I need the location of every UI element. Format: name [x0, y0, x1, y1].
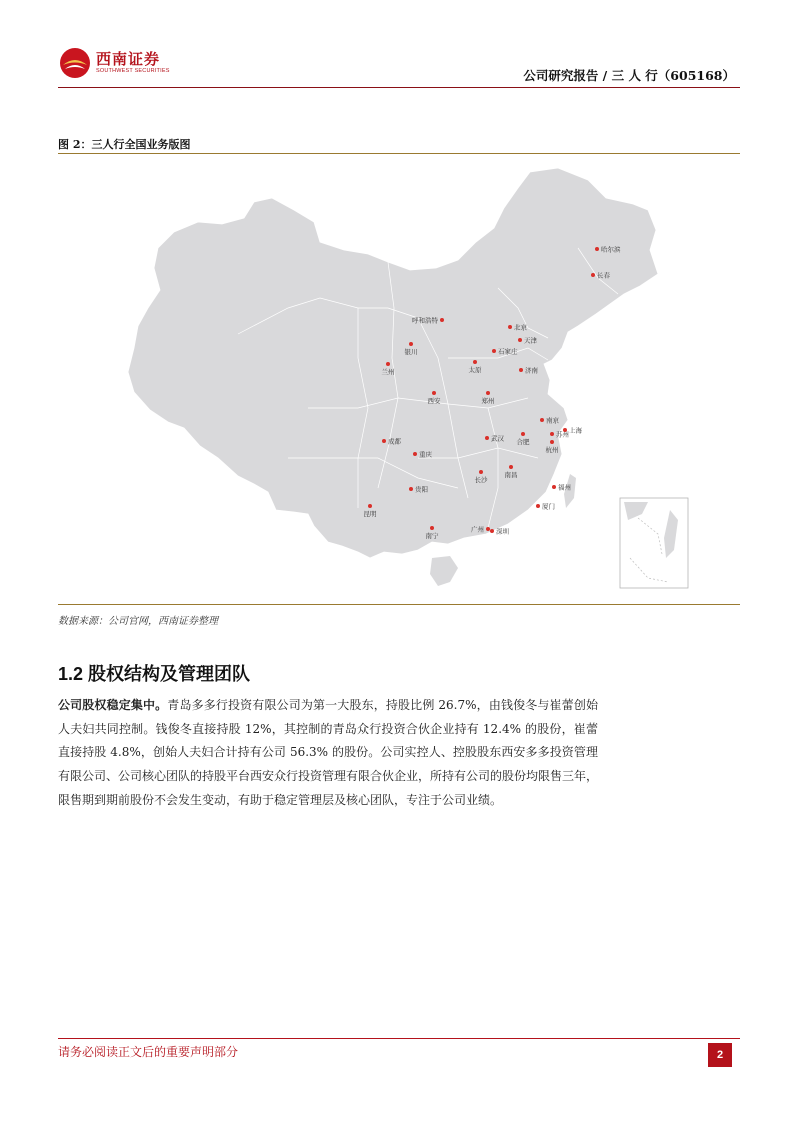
city-marker-icon — [550, 432, 554, 436]
city-label: 成都 — [388, 438, 401, 446]
south-china-sea-inset — [620, 498, 688, 588]
logo-emblem-icon — [58, 46, 92, 80]
city-label: 呼和浩特 — [412, 317, 438, 325]
city-label: 哈尔滨 — [601, 246, 621, 254]
logo-english-name: SOUTHWEST SECURITIES — [96, 68, 170, 74]
figure-source: 数据来源：公司官网，西南证券整理 — [58, 616, 218, 627]
city-marker-icon — [409, 487, 413, 491]
city-marker-icon — [492, 349, 496, 353]
city-label: 长沙 — [474, 477, 488, 484]
city-label: 重庆 — [419, 451, 432, 459]
city-label: 西安 — [427, 398, 441, 405]
city-label: 长春 — [597, 272, 610, 280]
city-marker-icon — [563, 428, 567, 432]
city-label: 南昌 — [504, 472, 518, 479]
city-label: 石家庄 — [498, 348, 518, 356]
city-marker-icon — [440, 318, 444, 322]
city-label: 天津 — [524, 337, 537, 345]
header-divider — [58, 87, 740, 88]
city-label: 南宁 — [425, 533, 439, 540]
city-label: 北京 — [514, 324, 527, 332]
city-label: 太原 — [468, 367, 482, 374]
city-label: 银川 — [404, 349, 418, 356]
city-marker-icon — [509, 465, 513, 469]
city-marker-icon — [473, 360, 477, 364]
city-label: 南京 — [546, 417, 559, 425]
city-marker-icon — [486, 391, 490, 395]
city-marker-icon — [552, 485, 556, 489]
china-business-map — [58, 158, 740, 600]
figure-title: 图 2：三人行全国业务版图 — [58, 138, 191, 151]
city-marker-icon — [409, 342, 413, 346]
city-marker-icon — [519, 368, 523, 372]
footer-divider — [58, 1038, 740, 1039]
figure-top-rule — [58, 153, 740, 154]
city-label: 苏州 — [556, 431, 569, 439]
city-label: 郑州 — [481, 398, 495, 405]
city-label: 广州 — [471, 526, 484, 534]
city-marker-icon — [536, 504, 540, 508]
city-label: 兰州 — [381, 369, 395, 376]
city-label: 合肥 — [516, 439, 530, 446]
city-marker-icon — [486, 527, 490, 531]
city-marker-icon — [490, 529, 494, 533]
company-logo — [58, 46, 188, 82]
city-marker-icon — [368, 504, 372, 508]
city-marker-icon — [521, 432, 525, 436]
city-marker-icon — [550, 440, 554, 444]
city-label: 上海 — [569, 427, 582, 435]
city-label: 厦门 — [542, 503, 555, 511]
logo-name: 西南证券 — [96, 50, 161, 68]
city-marker-icon — [540, 418, 544, 422]
city-marker-icon — [430, 526, 434, 530]
footer-disclaimer: 请务必阅读正文后的重要声明部分 — [58, 1045, 239, 1059]
page-number: 2 — [708, 1043, 732, 1067]
city-marker-icon — [413, 452, 417, 456]
paragraph-lead: 公司股权稳定集中。 — [58, 698, 168, 712]
city-marker-icon — [591, 273, 595, 277]
city-label: 济南 — [525, 367, 538, 375]
city-marker-icon — [485, 436, 489, 440]
section-heading: 1.2 股权结构及管理团队 — [58, 664, 251, 684]
city-marker-icon — [386, 362, 390, 366]
city-label: 贵阳 — [415, 486, 428, 494]
city-label: 杭州 — [545, 447, 559, 454]
city-marker-icon — [382, 439, 386, 443]
city-label: 福州 — [558, 484, 571, 492]
report-title: 公司研究报告 / 三 人 行（605168） — [523, 68, 735, 83]
city-label: 昆明 — [363, 511, 377, 518]
figure-bottom-rule — [58, 604, 740, 605]
city-marker-icon — [508, 325, 512, 329]
hainan-island-shape — [430, 556, 458, 586]
city-marker-icon — [432, 391, 436, 395]
city-label: 深圳 — [496, 528, 509, 536]
city-marker-icon — [479, 470, 483, 474]
city-marker-icon — [518, 338, 522, 342]
paragraph-body: 青岛多多行投资有限公司为第一大股东，持股比例 26.7%，由钱俊冬与崔蕾创始人夫妇共同控制。钱俊冬直接持股 12%，其控制的青岛众行投资合伙企业持有 12.4% 的股份，崔蕾直接持股 4.8%，创始人夫妇合计持有公司 56.3% 的股份。公司实控人、控股股东西安多多投资管理有限公司、公司核心团队的持股平台西安众行投资管理有限合伙企业，所持有公司的股份均限售三年，限售期到期前股份不会发生变动，有助于稳定管理层及核心团队，专注于公司业绩。 — [58, 698, 599, 807]
city-marker-icon — [595, 247, 599, 251]
city-label: 武汉 — [491, 435, 504, 443]
body-paragraph — [58, 694, 598, 813]
